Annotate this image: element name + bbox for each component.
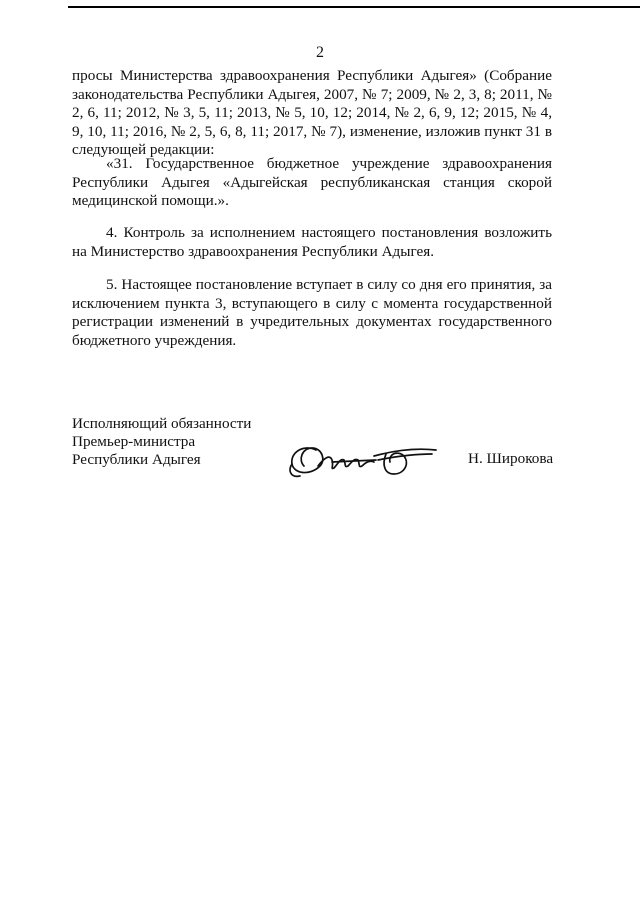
signatory-title-line-2: Премьер-министра: [72, 433, 196, 451]
paragraph-quoted-item-31: «31. Государственное бюджетное учреждение здравоохранения Республики Адыгея «Адыгейская республиканская станция скорой медицинской помощи.».: [72, 155, 552, 210]
handwritten-signature: [286, 436, 440, 480]
paragraph-continuation: просы Министерства здравоохранения Республики Адыгея» (Собрание законодательства Республики Адыгея, 2007, № 7; 2009, № 2, 3, 8; 2011, № 2, 6, 11; 2012, № 3, 5, 11; 2013, № 5, 10, 12; 2014, № 2, 6, 9, 12; 2015, № 4, 9, 10, 11; 2016, № 2, 5, 6, 8, 11; 2017, № 7), изменение, изложив пункт 31 в следующей редакции:: [72, 67, 552, 159]
paragraph-item-5: 5. Настоящее постановление вступает в силу со дня его принятия, за исключением пункта 3, вступающего в силу с момента государственной регистрации изменений в учредительных документах государственного бюджетного учреждения.: [72, 276, 552, 349]
signatory-title-line-1: Исполняющий обязанности: [72, 415, 252, 432]
signatory-title-block: [72, 415, 251, 470]
top-border-line: [68, 6, 640, 8]
signer-name: Н. Широкова: [468, 450, 554, 467]
signatory-title-line-3: Республики Адыгея: [72, 451, 201, 469]
page-number: 2: [316, 44, 324, 61]
paragraph-item-4: 4. Контроль за исполнением настоящего постановления возложить на Министерство здравоохранения Республики Адыгея.: [72, 224, 552, 260]
